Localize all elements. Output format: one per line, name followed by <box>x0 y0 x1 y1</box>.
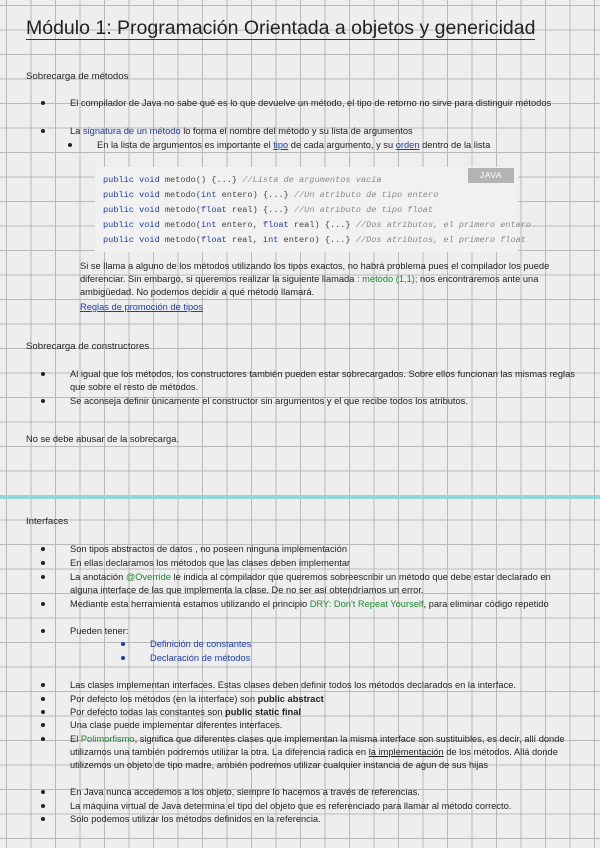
list-item: La anotación @Override le indica al compilador que queremos sobreescribir un método que debe estar declarado en alguna interface de las que implementa la clase. De no ser así obtendríamos un error. <box>70 572 551 595</box>
ambiguity-paragraph: Si se llama a alguno de los métodos utilizando los tipos exactos, no habrá problema pues el compilador los puede diferenciar. Sin embargo, si queremos realizar la siguiente llamada : metodo (1,1); nos encontraremos ante una ambigüedad. No podemos decidir a qué método llamará. <box>80 261 550 297</box>
bullet-dot <box>41 629 45 633</box>
tipo-link[interactable]: tipo <box>273 140 289 150</box>
list-item: En Java nunca accedemos a los objeto, siempre lo hacemos a través de referencias. <box>70 787 420 797</box>
bullet-dot <box>121 642 125 646</box>
bullet-dot <box>41 372 45 376</box>
list-item: En la lista de argumentos es importante el tipo de cada argumento, y su orden dentro de la lista <box>97 140 491 150</box>
bullet-dot <box>41 804 45 808</box>
bullet-dot <box>41 399 45 403</box>
override-annotation: @Override <box>125 572 171 582</box>
orden-link[interactable]: orden <box>395 140 420 150</box>
code-line: public void metodo() {...} //Lista de argumentos vacía <box>103 175 382 185</box>
list-item: Se aconseja definir únicamente el constructor sin argumentos y el que recibe todos los atributos. <box>70 396 468 406</box>
list-item: Son tipos abstractos de datos , no poseen ninguna implementación <box>70 544 348 554</box>
bullet-dot <box>121 656 125 660</box>
bullet-dot <box>41 697 45 701</box>
list-item: Las clases implementan interfaces. Estas clases deben definir todos los métodos declarados en la interface. <box>70 680 516 690</box>
bullet-dot <box>41 547 45 551</box>
bullet-dot <box>41 129 45 133</box>
bullet-dot <box>41 683 45 687</box>
list-item: Definición de constantes <box>150 639 252 649</box>
list-item: Solo podemos utilizar los métodos definidos en la referencia. <box>70 814 321 824</box>
list-item: Declaración de métodos <box>150 653 251 663</box>
polymorphism-term: Polimorfismo <box>80 734 135 744</box>
list-item: Pueden tener: <box>70 626 129 636</box>
dry-principle: DRY: Don't Repeat Yourself <box>309 599 424 609</box>
code-line: public void metodo(int entero) {...} //Un atributo de tipo entero <box>103 190 439 200</box>
bullet-dot <box>41 602 45 606</box>
list-item: Al igual que los métodos, los constructores también pueden estar sobrecargados. Sobre ellos funcionan las mismas reglas que sobre el resto de métodos. <box>70 369 575 392</box>
code-block <box>95 167 532 252</box>
code-line: public void metodo(float real) {...} //Un atributo de tipo float <box>103 205 434 215</box>
code-line: public void metodo(int entero, float real) {...} //Dos atributos, el primero entero <box>103 220 532 230</box>
bullet-dot <box>68 143 72 147</box>
page-title: Módulo 1: Programación Orientada a objetos y genericidad <box>26 17 536 39</box>
list-item: El Polimorfismo, significa que diferentes clases que implementan la misma interface son sustituibles, es decir, allí donde utilizamos una también podremos utilizar la otra. La diferencia radica en la implementación de los métodos. Allá donde utilizemos un objeto de tipo madre, ambién podremos utilizar cualquier instancia de agun de sus hijas <box>70 734 565 770</box>
bullet-dot <box>41 575 45 579</box>
list-item: Una clase puede implementar diferentes interfaces. <box>70 720 283 730</box>
list-item: Por defecto los métodos (en la interface) son public abstract <box>70 694 324 704</box>
ambiguous-call: : metodo (1,1); <box>356 274 418 284</box>
signature-link[interactable]: signatura de un método <box>82 126 181 136</box>
list-item: Por defecto todas las constantes son public static final <box>70 707 301 717</box>
overloading-note: No se debe abusar de la sobrecarga. <box>26 434 179 444</box>
bullet-dot <box>41 817 45 821</box>
type-promotion-link[interactable]: Reglas de promoción de tipos <box>80 302 203 312</box>
list-item: La signatura de un método lo forma el nombre del método y su lista de argumentos <box>70 126 413 136</box>
bullet-dot <box>41 710 45 714</box>
section-heading-constructor-overloading: Sobrecarga de constructores <box>26 341 150 352</box>
bullet-dot <box>41 101 45 105</box>
section-divider <box>0 495 600 499</box>
list-item: El compilador de Java no sabe qué es lo que devuelve un método, el tipo de retorno no sirve para distinguir métodos <box>70 98 552 108</box>
section-heading-method-overloading: Sobrecarga de métodos <box>26 71 129 82</box>
list-item: En ellas declaramos los métodos que las clases deben implementar <box>70 558 351 568</box>
bullet-dot <box>41 561 45 565</box>
section-heading-interfaces: Interfaces <box>26 516 69 527</box>
code-language-badge: JAVA <box>468 168 514 183</box>
list-item: La máquina virtual de Java determina el tipo del objeto que es referenciado para llamar al método correcto. <box>70 801 512 811</box>
bullet-dot <box>41 723 45 727</box>
bullet-dot <box>41 737 45 741</box>
list-item: Mediante esta herramienta estamos utilizando el principio DRY: Don't Repeat Yourself, para eliminar código repetido <box>70 599 549 609</box>
bullet-dot <box>41 790 45 794</box>
code-line: public void metodo(float real, int entero) {...} //Dos atributos, el primero float <box>103 235 526 245</box>
